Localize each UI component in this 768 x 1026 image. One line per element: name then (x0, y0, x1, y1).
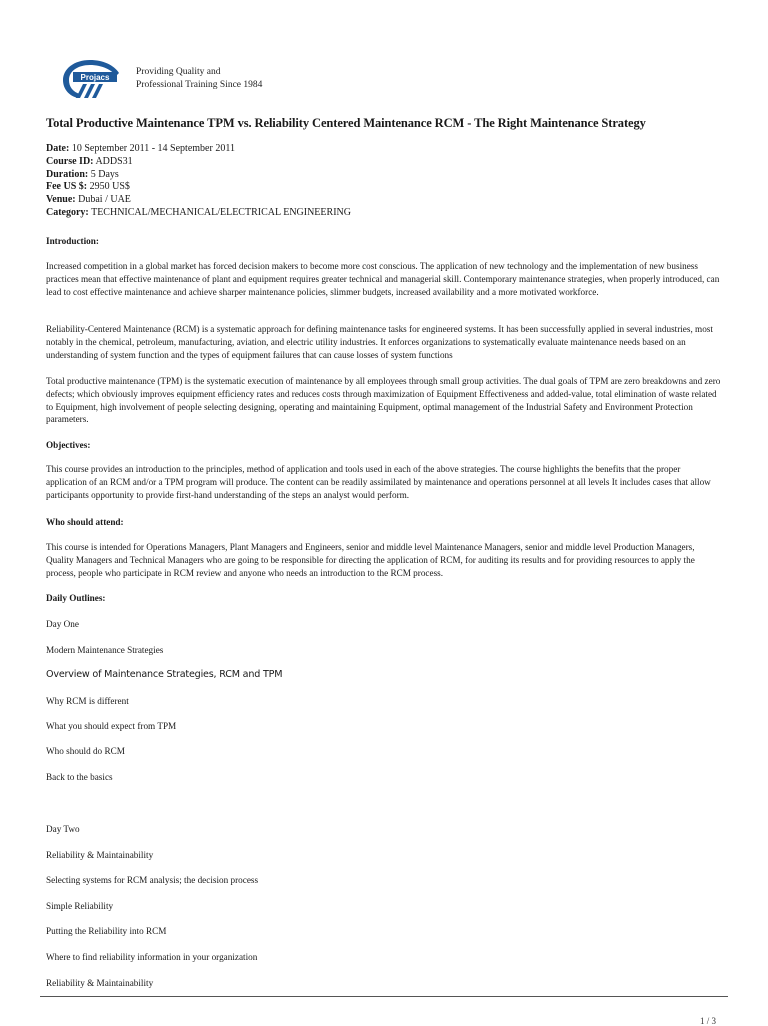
outline-item: Simple Reliability (46, 901, 114, 911)
meta-label: Course ID: (46, 155, 94, 167)
meta-fee (46, 181, 351, 194)
tagline-line-1: Providing Quality and (136, 67, 221, 77)
meta-label: Category: (46, 206, 89, 218)
projacs-logo (60, 58, 120, 100)
who-should-attend-heading: Who should attend: (46, 517, 124, 527)
course-meta (46, 143, 351, 220)
objectives-paragraph: This course provides an introduction to the principles, method of application and tools used in each of the above strategies. The course highlights the benefits that the proper application of an RCM and/or a TPM program will produce. The content can be readily assimilated by maintenance and operations personnel at all levels It includes cases that allow participants opportunity to provide first-hand understanding of the steps an analyst would perform. (46, 464, 711, 500)
meta-date (46, 143, 351, 156)
outline-item: Putting the Reliability into RCM (46, 926, 167, 936)
day-one-label: Day One (46, 619, 79, 629)
objectives-heading: Objectives: (46, 440, 91, 450)
outline-item: Reliability & Maintainability (46, 850, 154, 860)
who-should-attend-paragraph: This course is intended for Operations Managers, Plant Managers and Engineers, senior and middle level Maintenance Managers, senior and middle level Production Managers, Quality Managers and Technical Managers who are going to be responsible for directing the application of RCM, for auditing its results and for providing resources to apply the process, people who participate in RCM review and anyone who needs an introduction to the RCM process. (46, 542, 695, 578)
meta-value: 5 Days (90, 168, 119, 180)
meta-duration (46, 169, 351, 182)
intro-paragraph-2: Reliability-Centered Maintenance (RCM) is a systematic approach for defining maintenance tasks for engineered systems. It has been successfully applied in several industries, most notably in the chemical, petroleum, manufacturing, aviation, and electric utility industries. It enforces organizations to systematically evaluate maintenance needs based on an understanding of system function and the types of equipment failures that can cause losses of system functions (46, 324, 713, 360)
page-title: Total Productive Maintenance TPM vs. Reliability Centered Maintenance RCM - The Right Maintenance Strategy (46, 116, 646, 130)
outline-item: Why RCM is different (46, 696, 129, 706)
meta-value: TECHNICAL/MECHANICAL/ELECTRICAL ENGINEERING (91, 206, 351, 218)
outline-item: Overview of Maintenance Strategies, RCM and TPM (46, 669, 283, 680)
meta-value: 2950 US$ (89, 181, 130, 193)
meta-label: Date: (46, 143, 70, 154)
meta-venue (46, 194, 351, 207)
outline-item: Modern Maintenance Strategies (46, 645, 164, 655)
meta-label: Fee US $: (46, 181, 88, 193)
logo-text: Projacs (80, 73, 110, 82)
meta-label: Venue: (46, 194, 76, 206)
outline-item: Selecting systems for RCM analysis; the decision process (46, 875, 259, 885)
outline-item: What you should expect from TPM (46, 721, 177, 731)
meta-value: ADDS31 (95, 155, 133, 167)
outline-item: Reliability & Maintainability (46, 978, 154, 988)
footer-divider (40, 996, 728, 997)
tagline-line-2: Professional Training Since 1984 (136, 79, 263, 90)
intro-paragraph-3: Total productive maintenance (TPM) is the systematic execution of maintenance by all employees through small group activities. The dual goals of TPM are zero breakdowns and zero defects; which obviously improves equipment efficiency rates and reduces costs through maximization of Equipment Effectiveness and added-value, total elimination of waste related to Equipment, high involvement of people selecting designing, operating and maintaining Equipment, optimal management of the Industrial Safety and Environment Protection parameters. (46, 376, 721, 425)
meta-value: Dubai / UAE (78, 194, 131, 206)
meta-label: Duration: (46, 168, 89, 180)
meta-category (46, 207, 351, 220)
day-two-label: Day Two (46, 824, 80, 834)
outline-item: Who should do RCM (46, 746, 125, 756)
meta-value: 10 September 2011 - 14 September 2011 (71, 143, 235, 154)
daily-outlines-heading: Daily Outlines: (46, 593, 106, 603)
tagline (136, 66, 262, 91)
outline-item: Back to the basics (46, 772, 113, 782)
introduction-heading: Introduction: (46, 236, 99, 246)
intro-paragraph-1: Increased competition in a global market has forced decision makers to become more cost conscious. The application of new technology and the implementation of new business practices mean that effective maintenance of plant and equipment requires greater technical and managerial skill. Contemporary maintenance strategies, when properly introduced, can lead to cost effective maintenance and achieve sharper maintenance policies, slimmer budgets, increased availability and a more motivated workforce. (46, 261, 720, 297)
page-number: 1 / 3 (699, 1016, 716, 1026)
meta-course-id (46, 156, 351, 169)
outline-item: Where to find reliability information in your organization (46, 952, 258, 962)
